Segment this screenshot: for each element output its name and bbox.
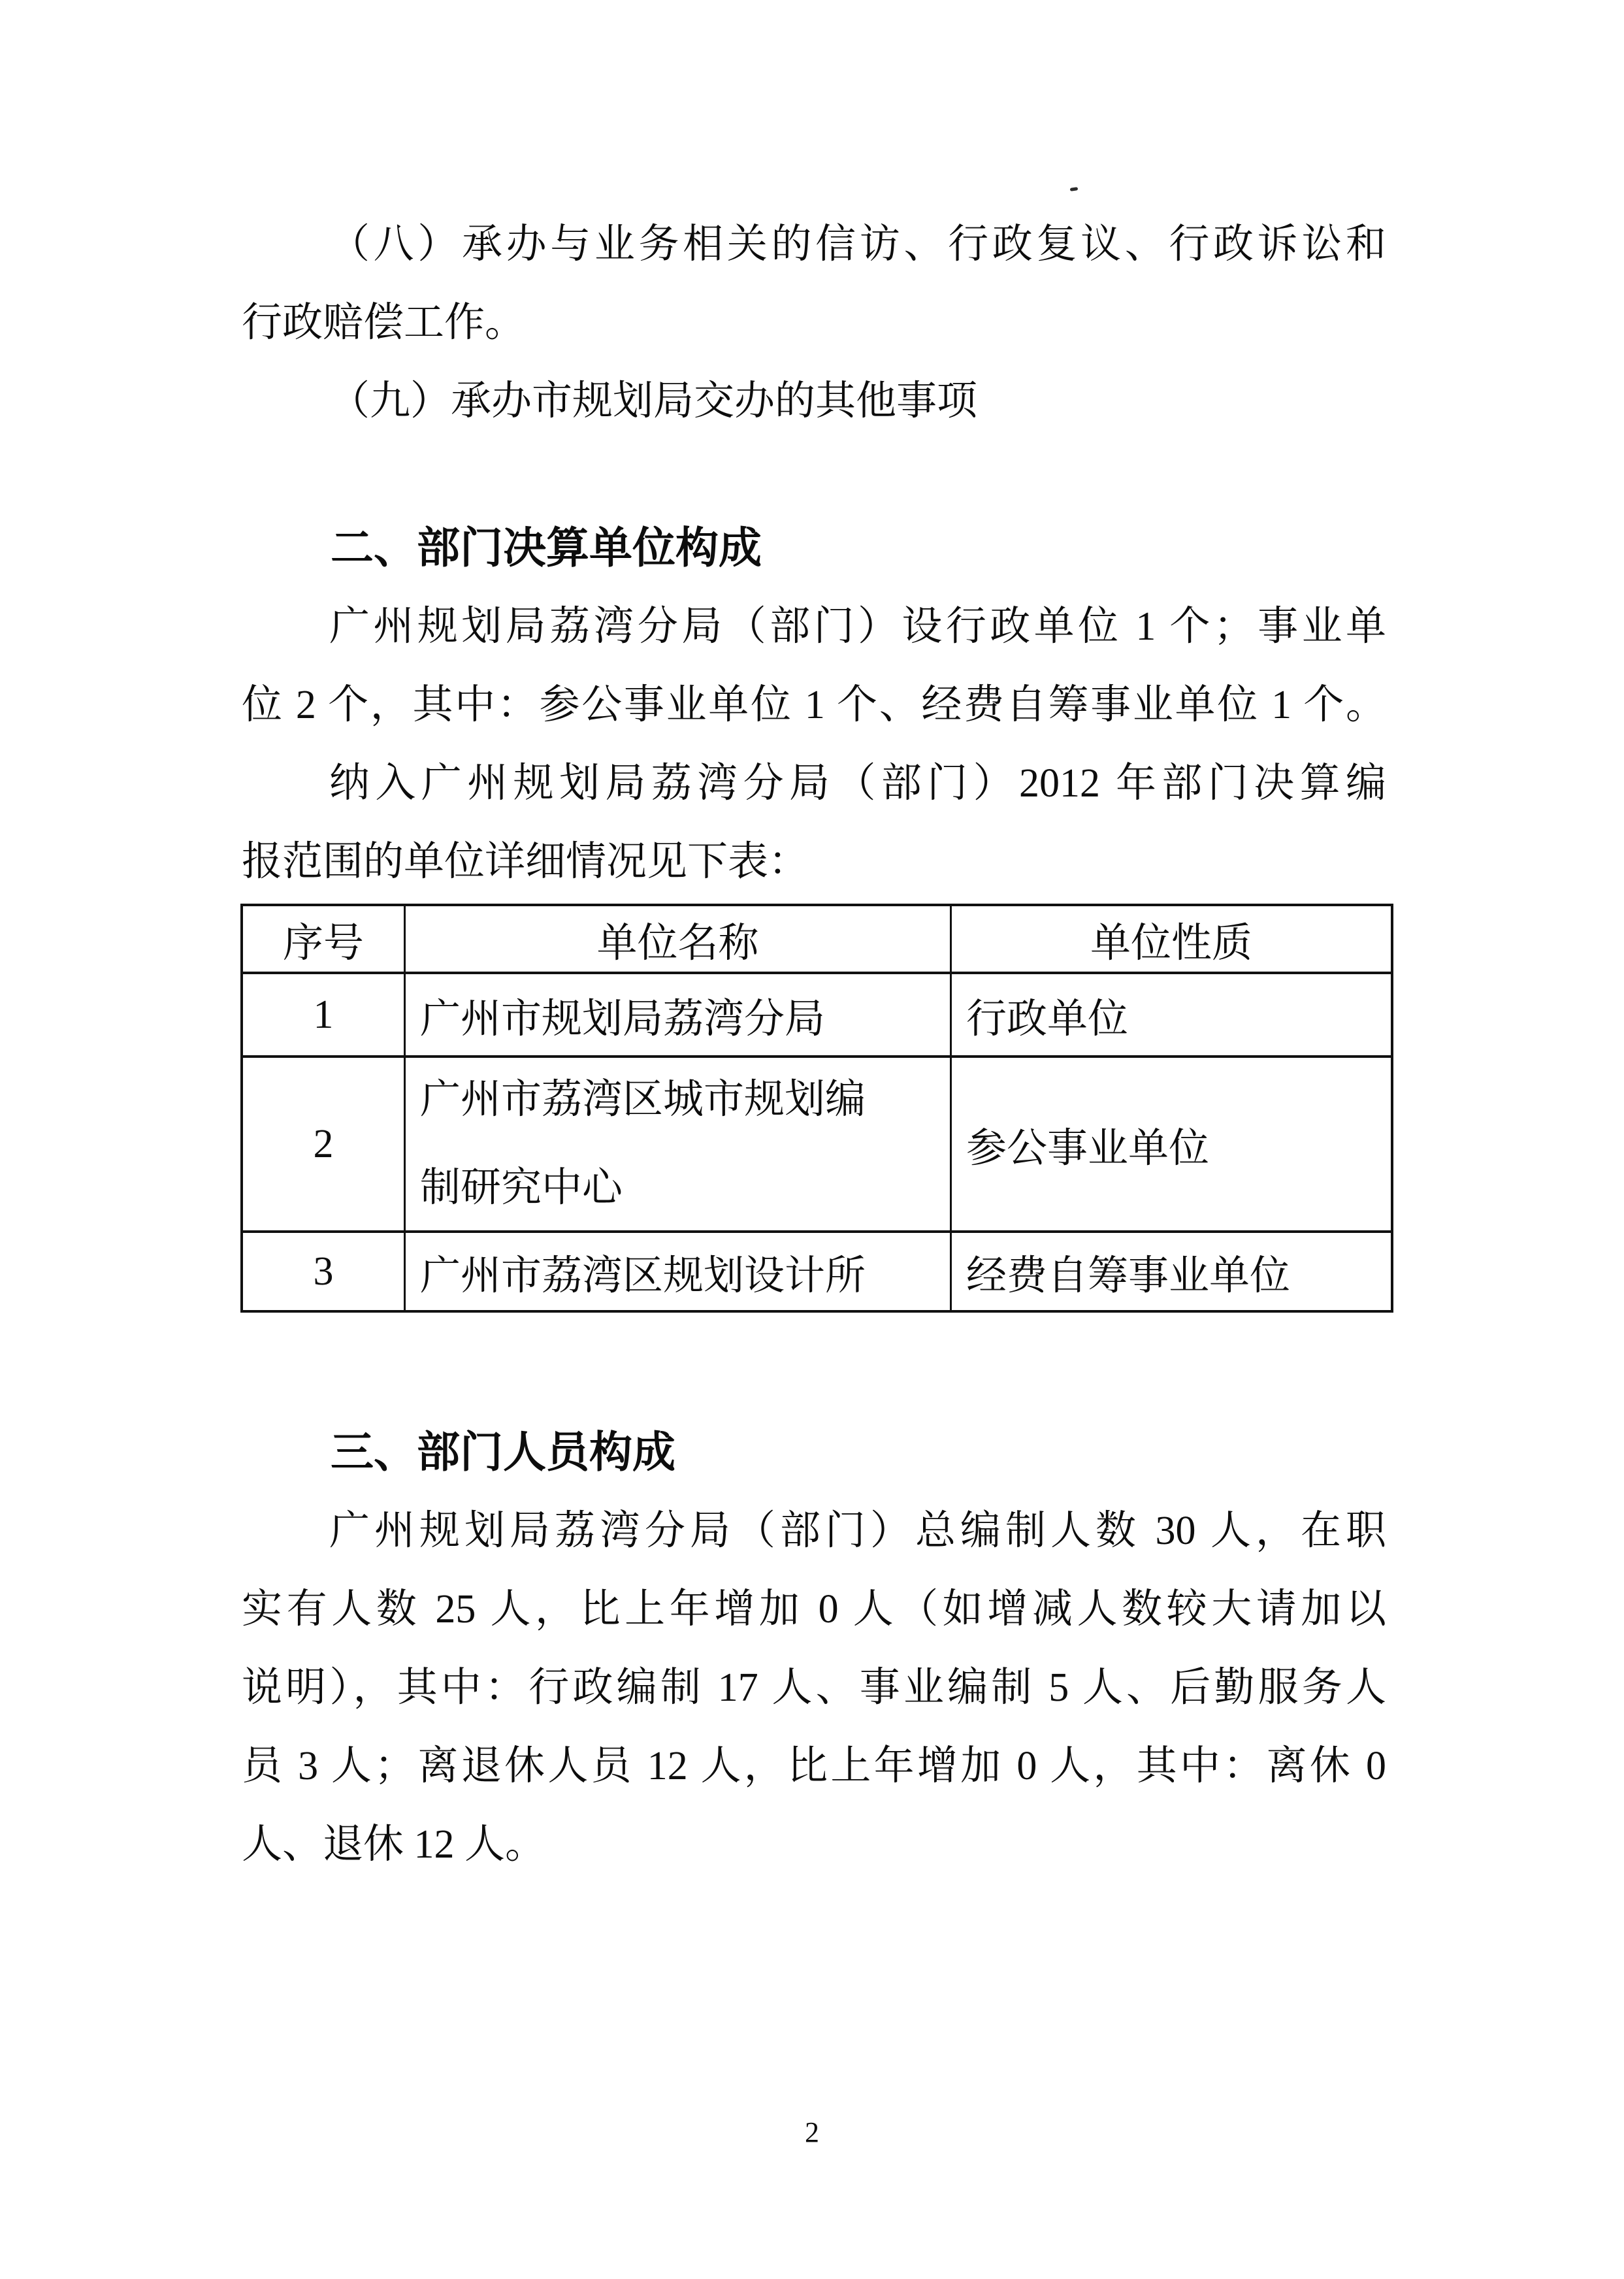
section-3-heading: 三、部门人员构成 bbox=[331, 1428, 675, 1476]
section-2-paragraph-a bbox=[242, 587, 1386, 744]
paragraph-8-9 bbox=[242, 205, 1386, 440]
units-table bbox=[240, 904, 1393, 1313]
table-header-no: 序号 bbox=[282, 921, 364, 966]
paragraph-line: 实有人数 25 人，比上年增加 0 人（如增减人数较大请加以 bbox=[242, 1587, 1386, 1631]
paragraph-line: 说明），其中：行政编制 17 人、事业编制 5 人、后勤服务人 bbox=[242, 1665, 1386, 1710]
section-2-paragraph-b bbox=[242, 744, 1386, 901]
paragraph-line: 广州规划局荔湾分局（部门）总编制人数 30 人，在职 bbox=[329, 1509, 1386, 1553]
paragraph-line: 人、退休 12 人。 bbox=[242, 1822, 546, 1867]
table-cell-row2-name-line1: 广州市荔湾区城市规划编 bbox=[420, 1077, 866, 1122]
section-2-heading: 二、部门决算单位构成 bbox=[331, 523, 762, 572]
table-cell-row1-name: 广州市规划局荔湾分局 bbox=[404, 972, 950, 1055]
paragraph-line: 行政赔偿工作。 bbox=[242, 301, 526, 345]
table-cell-row2-name bbox=[404, 1055, 950, 1230]
table-cell-row3-name: 广州市荔湾区规划设计所 bbox=[404, 1230, 950, 1310]
scan-artifact-dot bbox=[1070, 187, 1079, 191]
table-cell-row1-type: 行政单位 bbox=[950, 972, 1391, 1055]
paragraph-line: （九）承办市规划局交办的其他事项 bbox=[329, 379, 978, 423]
section-3-heading-block bbox=[242, 1413, 1386, 1491]
table-cell-row3-no: 3 bbox=[243, 1230, 404, 1310]
table-cell-row2-name-line2: 制研究中心 bbox=[420, 1166, 623, 1210]
section-3-paragraph bbox=[242, 1492, 1386, 1884]
table-cell-row2-no: 2 bbox=[243, 1055, 404, 1230]
table-header-unit-name: 单位名称 bbox=[404, 906, 950, 972]
paragraph-line: 广州规划局荔湾分局（部门）设行政单位 1 个；事业单 bbox=[329, 604, 1386, 649]
paragraph-line: （八）承办与业务相关的信访、行政复议、行政诉讼和 bbox=[329, 222, 1386, 267]
table-cell-row2-type: 参公事业单位 bbox=[950, 1055, 1391, 1230]
paragraph-line: 位 2 个，其中：参公事业单位 1 个、经费自筹事业单位 1 个。 bbox=[242, 683, 1386, 727]
table-cell-row3-type: 经费自筹事业单位 bbox=[950, 1230, 1391, 1310]
paragraph-line: 纳入广州规划局荔湾分局（部门）2012 年部门决算编 bbox=[329, 761, 1386, 806]
paragraph-line: 报范围的单位详细情况见下表： bbox=[242, 840, 809, 884]
table-header-unit-type: 单位性质 bbox=[950, 906, 1391, 972]
paragraph-line: 员 3 人；离退休人员 12 人，比上年增加 0 人，其中：离休 0 bbox=[242, 1744, 1386, 1788]
section-2-heading-block bbox=[242, 508, 1386, 587]
page-number: 2 bbox=[805, 2116, 819, 2148]
table-cell-row1-no: 1 bbox=[243, 972, 404, 1055]
